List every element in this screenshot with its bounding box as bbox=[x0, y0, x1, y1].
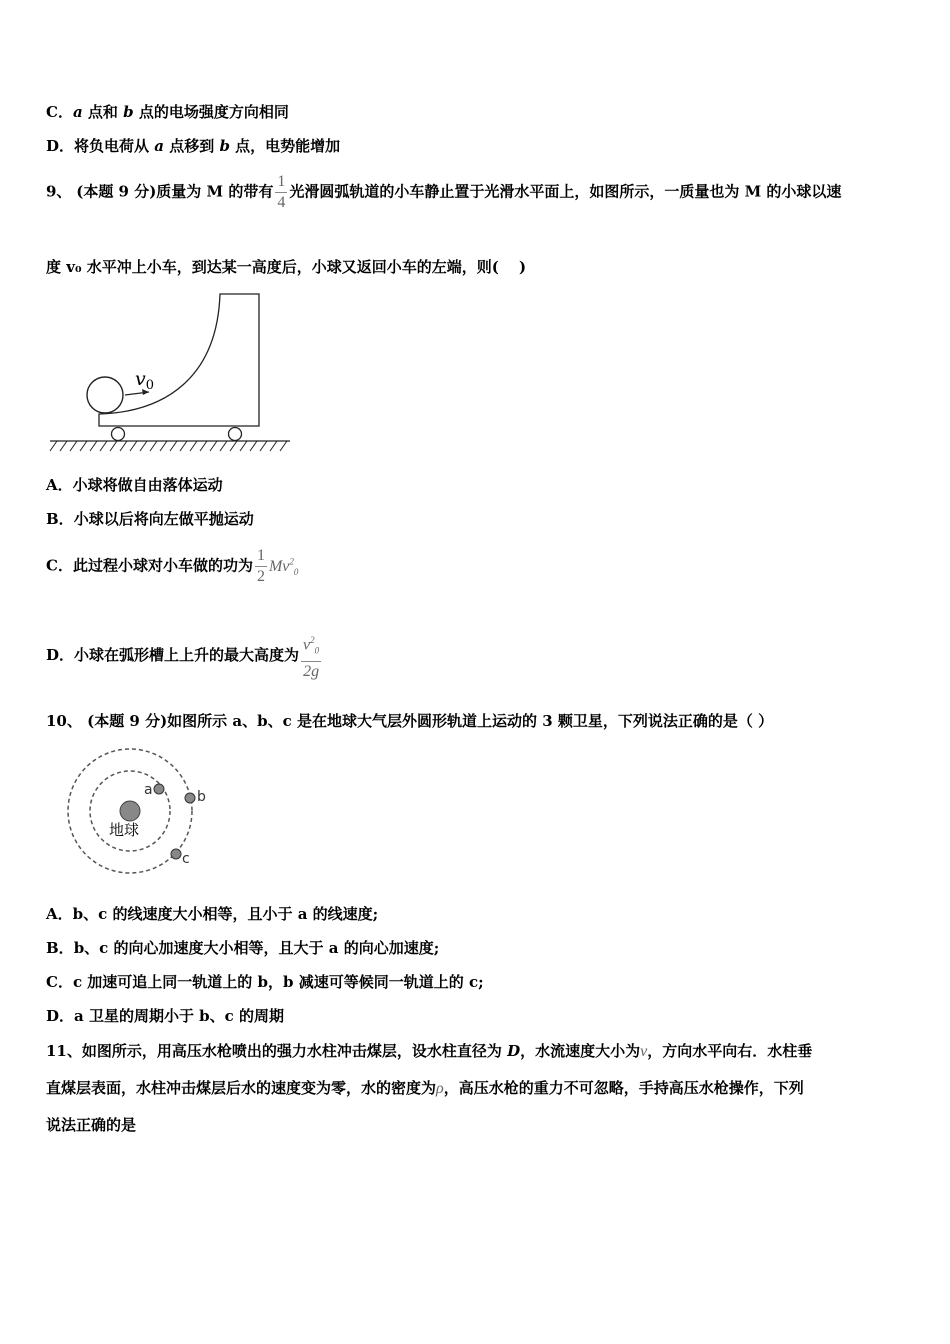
density-symbol: ρ bbox=[436, 1080, 444, 1097]
q9-option-d bbox=[46, 630, 323, 682]
orbit-figure bbox=[60, 745, 220, 885]
q9-option-a bbox=[46, 474, 223, 496]
point-a: a bbox=[72, 103, 83, 121]
option-text: 小球在弧形槽上上升的最大高度为 bbox=[74, 645, 300, 664]
stem-text: ，方向水平向右．水柱垂 bbox=[647, 1042, 813, 1060]
option-text: 小球以后将向左做平抛运动 bbox=[73, 510, 254, 528]
diameter-symbol: D bbox=[507, 1042, 521, 1060]
stem-text: ，水流速度大小为 bbox=[520, 1042, 641, 1060]
question-number: 9、 bbox=[46, 182, 72, 201]
subscript: 0 bbox=[293, 566, 299, 577]
label-a: a bbox=[144, 782, 153, 798]
question-stem: 光滑圆弧轨道的小车静止置于光滑水平面上，如图所示，一质量也为 M 的小球以速 bbox=[289, 182, 842, 201]
ground-hatch bbox=[50, 441, 287, 451]
option-label: D． bbox=[46, 137, 75, 155]
q10-option-d bbox=[46, 1005, 284, 1027]
q10-stem bbox=[46, 710, 773, 732]
q9-option-c bbox=[46, 546, 298, 587]
option-text: 此过程小球对小车做的功为 bbox=[72, 556, 253, 575]
option-label: A． bbox=[46, 476, 73, 494]
earth bbox=[120, 801, 140, 821]
mv: Mv bbox=[268, 557, 290, 575]
option-label: D． bbox=[46, 645, 75, 664]
option-text: b、c 的向心加速度大小相等，且大于 a 的向心加速度; bbox=[73, 939, 440, 957]
superscript: 2 bbox=[310, 635, 315, 645]
fraction-quarter bbox=[275, 172, 287, 213]
v: v bbox=[303, 636, 311, 654]
frac-den: 2g bbox=[303, 662, 320, 680]
option-label: D． bbox=[46, 1007, 75, 1025]
wheel-left bbox=[112, 428, 125, 441]
cart-body bbox=[99, 294, 259, 426]
q8-option-c bbox=[46, 101, 289, 123]
q10-option-a bbox=[46, 903, 378, 925]
frac-num: 1 bbox=[275, 172, 287, 193]
frac-den: 4 bbox=[277, 194, 286, 211]
stem-text: ，高压水枪的重力不可忽略，手持高压水枪操作，下列 bbox=[443, 1079, 804, 1097]
option-label: C． bbox=[46, 973, 73, 991]
q8-option-d bbox=[46, 135, 340, 157]
velocity-symbol: v bbox=[640, 1043, 648, 1060]
v0-label: $v_0$ bbox=[135, 368, 155, 393]
satellite-a bbox=[154, 784, 164, 794]
option-label: C． bbox=[46, 103, 73, 121]
option-text: 将负电荷从 bbox=[74, 137, 155, 155]
subscript: 0 bbox=[314, 645, 320, 656]
q11-line3: 说法正确的是 bbox=[46, 1116, 137, 1134]
option-text: c 加速可追上同一轨道上的 b，b 减速可等候同一轨道上的 c; bbox=[72, 973, 484, 991]
earth-label: 地球 bbox=[109, 821, 140, 839]
fraction-height bbox=[301, 630, 321, 682]
q11-line1 bbox=[46, 1040, 812, 1063]
frac-num: 1 bbox=[255, 546, 267, 567]
stem-text: 如图所示，用高压水枪喷出的强力水柱冲击煤层，设水柱直径为 bbox=[81, 1042, 508, 1060]
satellite-b bbox=[185, 793, 195, 803]
superscript: 2 bbox=[289, 556, 294, 567]
fraction-half bbox=[255, 546, 267, 587]
frac-num bbox=[301, 630, 321, 662]
frac-den: 2 bbox=[256, 568, 265, 585]
option-text: 点的电场强度方向相同 bbox=[133, 103, 289, 121]
point-b: b bbox=[219, 137, 230, 155]
question-number: 11、 bbox=[46, 1042, 82, 1060]
question-stem: (本题 9 分)质量为 M 的带有 bbox=[76, 182, 274, 201]
option-label: B． bbox=[46, 510, 74, 528]
q9-option-b bbox=[46, 508, 254, 530]
question-stem: (本题 9 分)如图所示 a、b、c 是在地球大气层外圆形轨道上运动的 3 颗卫星，下列说法正确的是（ ） bbox=[87, 712, 774, 730]
point-b: b bbox=[123, 103, 134, 121]
cart-figure bbox=[45, 288, 305, 458]
ball bbox=[87, 377, 123, 413]
option-label: A． bbox=[46, 905, 73, 923]
label-c: c bbox=[182, 851, 190, 867]
wheel-right bbox=[229, 428, 242, 441]
option-text: 点移到 bbox=[163, 137, 220, 155]
option-text: b、c 的线速度大小相等，且小于 a 的线速度; bbox=[72, 905, 379, 923]
work-expression bbox=[269, 558, 298, 575]
option-text: 小球将做自由落体运动 bbox=[72, 476, 223, 494]
q9-stem-line2: 度 v₀ 水平冲上小车，到达某一高度后，小球又返回小车的左端，则( ) bbox=[46, 258, 527, 276]
option-text: 点，电势能增加 bbox=[229, 137, 341, 155]
question-number: 10、 bbox=[46, 712, 82, 730]
q9-stem bbox=[46, 172, 841, 213]
q10-option-c bbox=[46, 971, 484, 993]
option-label: B． bbox=[46, 939, 74, 957]
q10-option-b bbox=[46, 937, 439, 959]
point-a: a bbox=[154, 137, 164, 155]
option-text: 点和 bbox=[82, 103, 124, 121]
label-b: b bbox=[197, 789, 206, 805]
q11-line2 bbox=[46, 1077, 804, 1100]
satellite-c bbox=[171, 849, 181, 859]
option-label: C． bbox=[46, 556, 73, 575]
option-text: a 卫星的周期小于 b、c 的周期 bbox=[74, 1007, 285, 1025]
stem-text: 直煤层表面，水柱冲击煤层后水的速度变为零，水的密度为 bbox=[46, 1079, 437, 1097]
